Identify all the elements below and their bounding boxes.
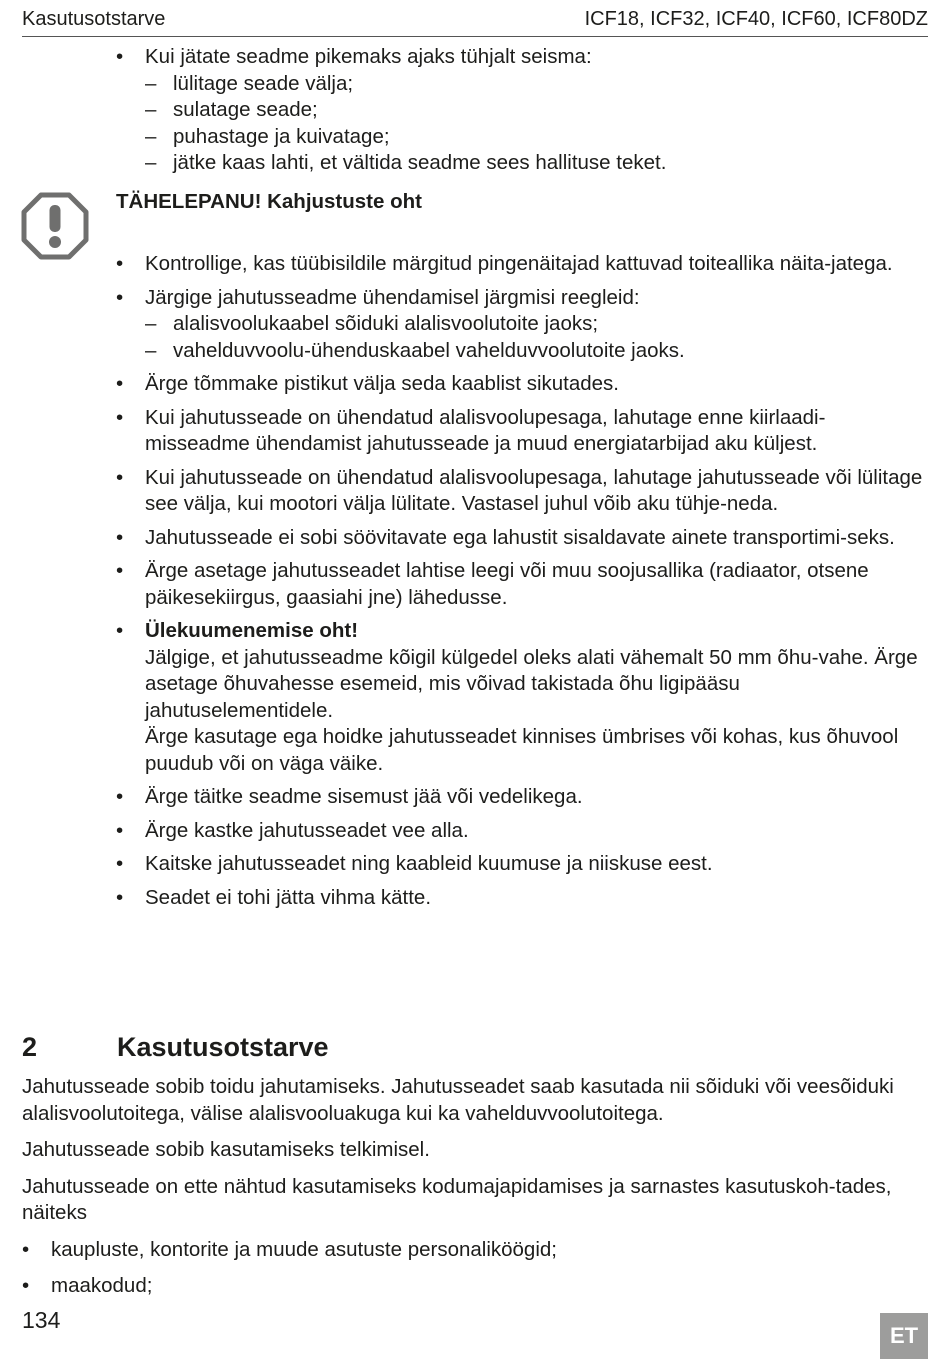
list-item: – vahelduvvoolu-ühenduskaabel vahelduvvoolutoite jaoks. <box>145 338 928 365</box>
header-model-list: ICF18, ICF32, ICF40, ICF60, ICF80DZ <box>584 8 928 30</box>
list-item: • Jahutusseade ei sobi söövitavate ega lahustit sisaldavate ainete transportimi-seks. <box>116 525 928 552</box>
list-item <box>116 44 928 177</box>
chapter-number: 2 <box>22 1032 38 1062</box>
list-item: • Kontrollige, kas tüübisildile märgitud pingenäitajad kattuvad toiteallika näita-jatega. <box>116 251 928 278</box>
list-item: • Ärge tõmmake pistikut välja seda kaablist sikutades. <box>116 371 928 398</box>
overheating-text-1: Jälgige, et jahutusseadme kõigil külgedel oleks alati vähemalt 50 mm õhu-vahe. Ärge asetage õhuvahesse esemeid, mis võivad takistada õhu ligipääsu jahutuselementidele. <box>145 645 918 722</box>
connection-rules <box>145 311 928 364</box>
list-item: • Ärge asetage jahutusseadet lahtise leegi või muu soojusallika (radiaator, otsene päikesekiirgus, gaasiahi jne) lähedusse. <box>116 558 928 611</box>
header-section-title: Kasutusotstarve <box>22 8 166 30</box>
chapter-title: Kasutusotstarve <box>117 1032 329 1062</box>
list-item: – sulatage seade; <box>145 97 928 124</box>
list-item: • Kui jahutusseade on ühendatud alalisvoolupesaga, lahutage jahutusseade või lülitage see välja, kui mootori välja lülitate. Vastasel juhul võib aku tühje-neda. <box>116 465 928 518</box>
list-item: – alalisvoolukaabel sõiduki alalisvoolutoite jaoks; <box>145 311 928 338</box>
overheating-title: • Ülekuumenemise oht! <box>145 619 359 642</box>
paragraph: Jahutusseade on ette nähtud kasutamiseks kodumajapidamises ja sarnastes kasutuskoh-tades, näiteks <box>22 1174 892 1224</box>
list-item: – lülitage seade välja; <box>145 71 928 98</box>
page-header <box>22 6 928 37</box>
list-item: • Seadet ei tohi jätta vihma kätte. <box>116 885 928 912</box>
chapter-body <box>22 1074 930 1310</box>
list-item: • Ärge täitke seadme sisemust jää või vedelikega. <box>116 784 928 811</box>
notice-list <box>116 251 928 918</box>
usage-places-list <box>22 1237 930 1300</box>
exclamation-octagon-icon <box>20 191 90 261</box>
list-item: – puhastage ja kuivatage; <box>145 124 928 151</box>
storage-instructions <box>116 44 928 177</box>
paragraph: Jahutusseade sobib kasutamiseks telkimisel. <box>22 1138 430 1161</box>
connection-rules-intro: Järgige jahutusseadme ühendamisel järgmisi reegleid: <box>145 285 640 309</box>
list-item: • Kui jahutusseade on ühendatud alalisvoolupesaga, lahutage enne kiirlaadi-misseadme ühendamist jahutusseade ja muud energiatarbijad aku küljest. <box>116 405 928 458</box>
overheating-text-2: Ärge kasutage ega hoidke jahutusseadet kinnises ümbrises või kohas, kus õhuvool puudub või on väga väike. <box>145 725 899 775</box>
list-item: • Ärge kastke jahutusseadet vee alla. <box>116 818 928 845</box>
list-item: • kaupluste, kontorite ja muude asutuste personaliköögid; <box>22 1237 930 1264</box>
list-item <box>116 618 928 777</box>
page-number: 134 <box>22 1307 61 1333</box>
storage-steps <box>145 71 928 177</box>
list-item: – jätke kaas lahti, et vältida seadme sees hallituse teket. <box>145 150 928 177</box>
list-item: • maakodud; <box>22 1273 930 1300</box>
notice-title: TÄHELEPANU! Kahjustuste oht <box>116 190 422 213</box>
storage-intro: Kui jätate seadme pikemaks ajaks tühjalt seisma: <box>145 45 592 68</box>
paragraph: Jahutusseade sobib toidu jahutamiseks. Jahutusseadet saab kasutada nii sõiduki või veesõiduki alalisvoolutoitega, välise alalisvooluakuga kui ka vahelduvvoolutoitega. <box>22 1075 894 1125</box>
language-badge: ET <box>880 1313 928 1359</box>
list-item: • Kaitske jahutusseadet ning kaableid kuumuse ja niiskuse eest. <box>116 851 928 878</box>
list-item <box>116 285 928 365</box>
